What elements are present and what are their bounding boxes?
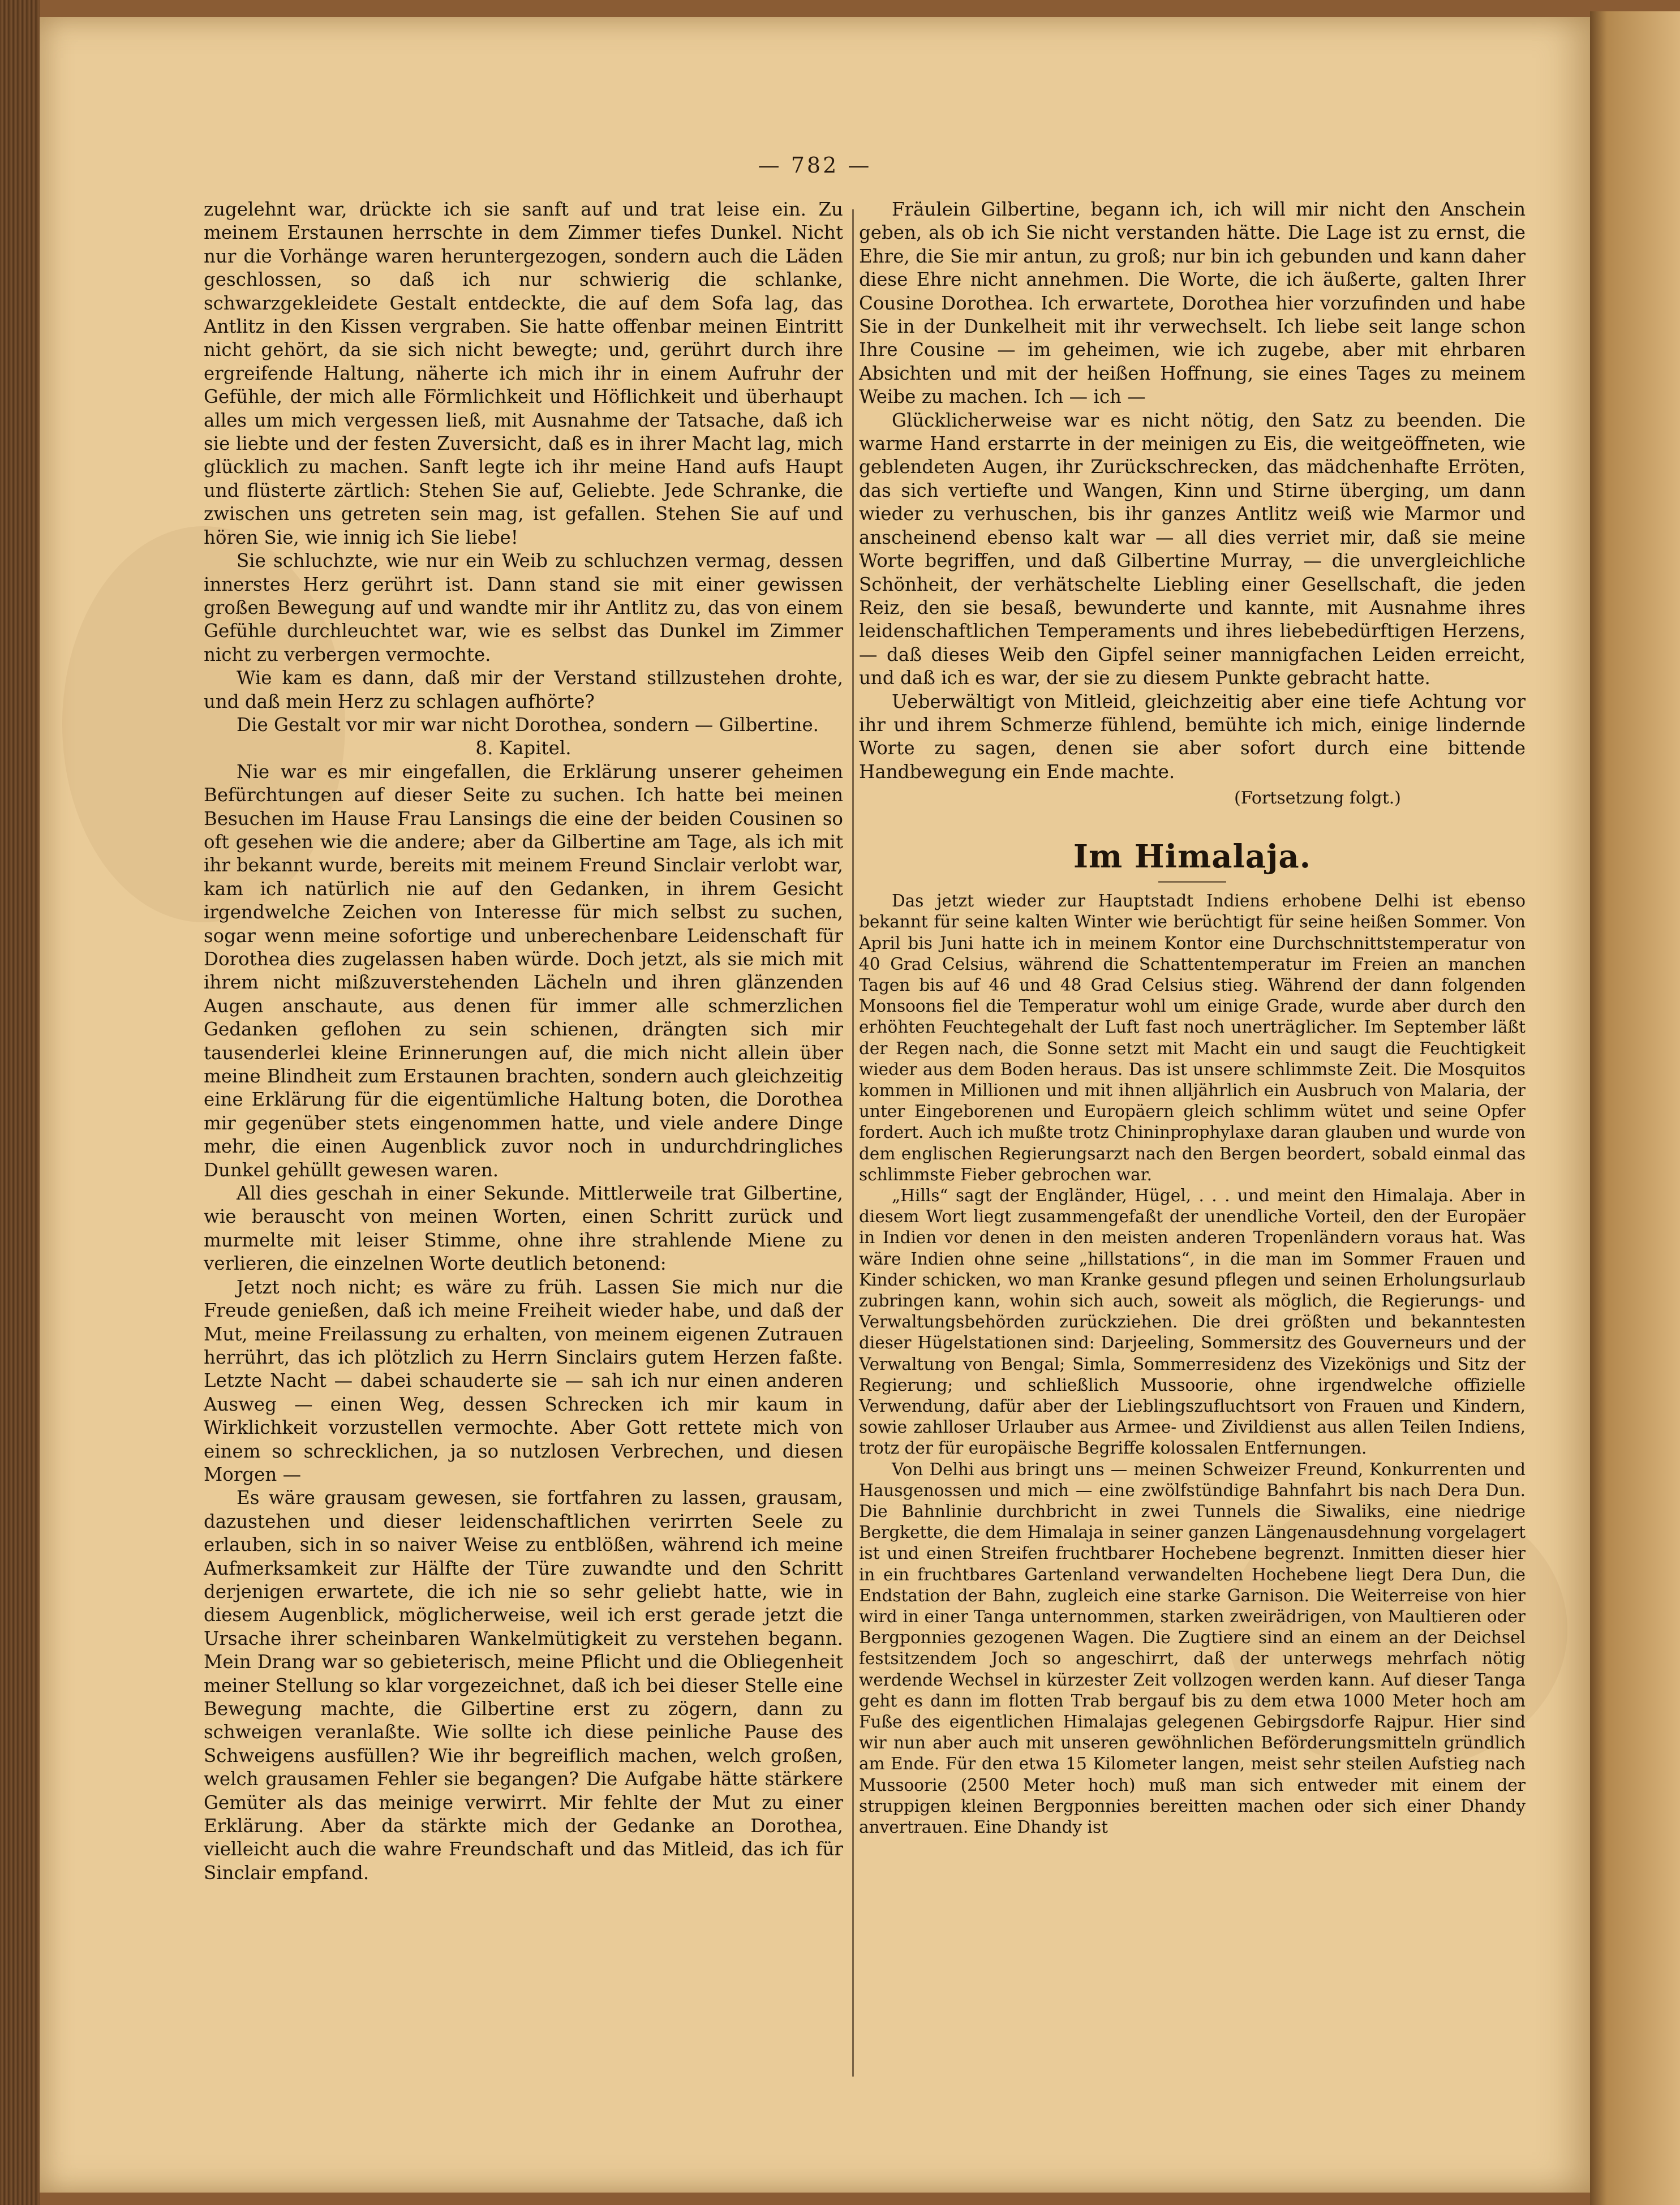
column-rule — [852, 209, 854, 2077]
novel-paragraph: Fräulein Gilbertine, begann ich, ich will mir nicht den Anschein geben, als ob ich Sie nicht verstanden hätte. Die Lage ist zu ernst, die Ehre, die Sie mir antun, zu groß; nur bin ich gebunden und kann daher diese Ehre nicht annehmen. Die Worte, die ich äußerte, galten Ihrer Cousine Dorothea. Ich erwartete, Dorothea hier vorzufinden und habe Sie in der Dunkelheit mit ihr verwechselt. Ich liebe seit lange schon Ihre Cousine — im geheimen, wie ich zugebe, aber mit ehrbaren Absichten und mit der heißen Hoffnung, sie eines Tages zu meinem Weibe zu machen. Ich — ich — — [859, 199, 1526, 408]
title-divider — [1158, 881, 1226, 883]
page-number: — 782 — — [758, 153, 872, 178]
novel-paragraph: Es wäre grausam gewesen, sie fortfahren zu lassen, grausam, dazustehen und dieser leidenschaftlichen verirrten Seele zu erlauben, sich in so naiver Weise zu entblößen, während ich meine Aufmerksamkeit zur Hälfte der Türe zuwandte und den Schritt derjenigen erwartete, die ich nie so sehr geliebt hatte, wie in diesem Augenblick, möglicherweise, weil ich erst gerade jetzt die Ursache ihrer scheinbaren Wankelmütigkeit zu verstehen begann. Mein Drang war so gebieterisch, meine Pflicht und die Obliegenheit meiner Stellung so klar vorgezeichnet, daß ich bei dieser Stelle eine Bewegung machte, die Gilbertine erst zu zögern, dann zu schweigen veranlaßte. Wie sollte ich diese peinliche Pause des Schweigens ausfüllen? Wie ihr begreiflich machen, welch großen, welch grausamen Fehler sie begangen? Die Aufgabe hätte stärkere Gemüter als das meinige verwirrt. Mir fehlte der Mut zu einer Erklärung. Aber da stärkte mich der Gedanke an Dorothea, vielleicht auch die wahre Freundschaft und das Mitleid, das ich für Sinclair empfand. — [204, 1487, 843, 1884]
novel-paragraph: All dies geschah in einer Sekunde. Mittlerweile trat Gilbertine, wie berauscht von meinen Worten, einen Schritt zurück und murmelte mit leiser Stimme, ohne ihre strahlende Miene zu verlieren, die einzelnen Worte deutlich betonend: — [204, 1183, 843, 1275]
novel-paragraph: Sie schluchzte, wie nur ein Weib zu schluchzen vermag, dessen innerstes Herz gerührt ist. Dann stand sie mit einer gewissen großen Bewegung auf und wandte mir ihr Antlitz zu, das von einem Gefühle durchleuchtet war, wie es selbst das Dunkel im Zimmer nicht zu verbergen vermochte. — [204, 550, 843, 665]
article-himalaja — [859, 837, 1526, 1838]
chapter-heading: 8. Kapitel. — [475, 737, 572, 759]
novel-paragraph: Glücklicherweise war es nicht nötig, den Satz zu beenden. Die warme Hand erstarrte in der meinigen zu Eis, die weitgeöffneten, wie geblendeten Augen, ihr Zurückschrecken, das mädchenhafte Erröten, das sich vertiefte und Wangen, Kinn und Stirne überging, um dann wieder zu verhuschen, bis ihr ganzes Antlitz weiß wie Marmor und anscheinend ebenso kalt war — all dies verriet mir, daß sie meine Worte begriffen, und daß Gilbertine Murray, — die unvergleichliche Schönheit, der verhätschelte Liebling einer Gesellschaft, die jeden Reiz, den sie besaß, bewunderte und kannte, mit Ausnahme ihres leidenschaftlichen Temperaments und ihres liebebedürftigen Herzens, — daß dieses Weib den Gipfel seiner mannigfachen Leiden erreicht, und daß ich es war, der sie zu diesem Punkte gebracht hatte. — [859, 409, 1526, 689]
novel-paragraph: Nie war es mir eingefallen, die Erklärung unserer geheimen Befürchtungen auf dieser Seite zu suchen. Ich hatte bei meinen Besuchen im Hause Frau Lansings die eine der beiden Cousinen so oft gesehen wie die andere; aber da Gilbertine am Tage, als ich mit ihr bekannt wurde, bereits mit meinem Freund Sinclair verlobt war, kam ich natürlich nie auf den Gedanken, in ihrem Gesicht irgendwelche Zeichen von Interesse für mich selbst zu suchen, sogar wenn meine sofortige und unberechenbare Leidenschaft für Dorothea dies zugelassen haben würde. Doch jetzt, als sie mich mit ihrem nicht mißzuverstehenden Lächeln und ihren glänzenden Augen anschaute, aus denen für immer alle schmerzlichen Gedanken geflohen zu sein schienen, drängten sich mir tausenderlei kleine Erinnerungen auf, die mich nicht allein über meine Blindheit zum Erstaunen brachten, sondern auch gleichzeitig eine Erklärung für die eigentümliche Haltung boten, die Dorothea mir gegenüber stets eingenommen hatte, und viele andere Dinge mehr, die einen Augenblick zuvor noch in undurchdringliches Dunkel gehüllt gewesen waren. — [204, 760, 843, 1181]
book-edge — [0, 0, 40, 2205]
novel-paragraph: Ueberwältigt von Mitleid, gleichzeitig aber eine tiefe Achtung vor ihr und ihrem Schmerze fühlend, bemühte ich mich, einige lindernde Worte zu sagen, denen sie aber sofort durch eine bittende Handbewegung ein Ende machte. — [859, 690, 1526, 783]
right-column — [859, 198, 1526, 1838]
novel-paragraph: Die Gestalt vor mir war nicht Dorothea, sondern — Gilbertine. — [237, 713, 819, 736]
left-column — [204, 198, 843, 1885]
continuation-note: (Fortsetzung folgt.) — [1234, 788, 1401, 809]
article-title: Im Himalaja. — [1073, 838, 1312, 876]
article-paragraph: Das jetzt wieder zur Hauptstadt Indiens erhobene Delhi ist ebenso bekannt für seine kalten Winter wie berüchtigt für seine heißen Sommer. Von April bis Juni hatte ich in meinem Kontor eine Durchschnittstemperatur von 40 Grad Celsius, während die Schattentemperatur im Freien an manchen Tagen bis auf 46 und 48 Grad Celsius stieg. Während der dann folgenden Monsoons fiel die Temperatur wohl um einige Grade, wurde aber durch den erhöhten Feuchtegehalt der Luft fast noch unerträglicher. Im September läßt der Regen nach, die Sonne setzt mit Macht ein und saugt die Feuchtigkeit wieder aus dem Boden heraus. Das ist unsere schlimmste Zeit. Die Mosquitos kommen in Millionen und mit ihnen alljährlich ein Ausbruch von Malaria, der unter Eingeborenen und Europäern gleich schlimm wütet und seine Opfer fordert. Auch ich mußte trotz Chininprophylaxe daran glauben und wurde von dem englischen Regierungsarzt nach den Bergen beordert, sobald einmal das schlimmste Fieber gebrochen war. — [859, 891, 1526, 1184]
novel-paragraph: Jetzt noch nicht; es wäre zu früh. Lassen Sie mich nur die Freude genießen, daß ich meine Freiheit wieder habe, und daß der Mut, meine Freilassung zu erhalten, von meinem eigenen Zutrauen herrührt, das ich plötzlich zu Herrn Sinclairs gutem Herzen faßte. Letzte Nacht — dabei schauderte sie — sah ich nur einen anderen Ausweg — einen Weg, dessen Schrecken ich mir kaum in Wirklichkeit vorzustellen vermochte. Aber Gott rettete mich von einem so schrecklichen, ja so nutzlosen Verbrechen, und diesen Morgen — — [204, 1276, 843, 1485]
article-paragraph: „Hills“ sagt der Engländer, Hügel, . . . und meint den Himalaja. Aber in diesem Wort liegt zusammengefaßt der unendliche Vorteil, den der Europäer in Indien vor denen in den meisten anderen Tropenländern voraus hat. Was wäre Indien ohne seine „hillstations“, in die man im Sommer Frauen und Kinder schicken, wo man Kranke gesund pflegen und seinen Erholungsurlaub zubringen kann, wohin sich auch, soweit als möglich, die Regierungs- und Verwaltungsbehörden zurückziehen. Die drei größten und bekanntesten dieser Hügelstationen sind: Darjeeling, Sommersitz des Gouverneurs und der Verwaltung von Bengal; Simla, Sommerresidenz des Vizekönigs und Sitz der Regierung; und schließlich Mussoorie, ohne irgendwelche offizielle Verwendung, dafür aber der Lieblingszufluchtsort von Frauen und Kindern, sowie zahlloser Urlauber aus Armee- und Zivildienst aus allen Teilen Indiens, trotz der für europäische Begriffe kolossalen Entfernungen. — [859, 1186, 1526, 1458]
novel-continuation — [859, 198, 1526, 784]
newspaper-page — [40, 17, 1590, 2193]
novel-paragraph: Wie kam es dann, daß mir der Verstand stillzustehen drohte, und daß mein Herz zu schlagen aufhörte? — [204, 667, 843, 712]
article-paragraph: Von Delhi aus bringt uns — meinen Schweizer Freund, Konkurrenten und Hausgenossen und mich — eine zwölfstündige Bahnfahrt bis nach Dera Dun. Die Bahnlinie durchbricht in zwei Tunnels die Siwaliks, eine niedrige Bergkette, die dem Himalaja in seiner ganzen Längenausdehnung vorgelagert ist und einen Streifen fruchtbarer Hochebene begrenzt. Inmitten dieser hier in ein fruchtbares Gartenland verwandelten Hochebene liegt Dera Dun, die Endstation der Bahn, zugleich eine starke Garnison. Die Weiterreise von hier wird in einer Tanga unternommen, starken zweirädrigen, von Maultieren oder Bergponnies gezogenen Wagen. Die Zugtiere sind an einem an der Deichsel festsitzendem Joch so angeschirrt, daß der unterwegs mehrfach nötig werdende Wechsel in kürzester Zeit vollzogen werden kann. Auf dieser Tanga geht es dann im flotten Trab bergauf bis zu dem etwa 1000 Meter hoch am Fuße des eigentlichen Himalajas gelegenen Gebirgsdorfe Rajpur. Hier sind wir nun aber auch mit unseren gewöhnlichen Beförderungsmitteln gründlich am Ende. Für den etwa 15 Kilometer langen, meist sehr steilen Aufstieg nach Mussoorie (2500 Meter hoch) muß man sich entweder mit einem der struppigen kleinen Bergponnies bereitten machen oder sich einer Dhandy anvertrauen. Eine Dhandy ist — [859, 1459, 1526, 1837]
novel-paragraph: zugelehnt war, drückte ich sie sanft auf und trat leise ein. Zu meinem Erstaunen herrschte in dem Zimmer tiefes Dunkel. Nicht nur die Vorhänge waren heruntergezogen, sondern auch die Läden geschlossen, so daß ich nur schwierig die schlanke, schwarzgekleidete Gestalt entdeckte, die auf dem Sofa lag, das Antlitz in den Kissen vergraben. Sie hatte offenbar meinen Eintritt nicht gehört, da sie sich nicht bewegte; und, gerührt durch ihre ergreifende Haltung, näherte ich mich ihr in einem Aufruhr der Gefühle, der mich alle Förmlichkeit und Höflichkeit und überhaupt alles um mich vergessen ließ, mit Ausnahme der Tatsache, daß ich sie liebte und der festen Zuversicht, daß es in ihrer Macht lag, mich glücklich zu machen. Sanft legte ich ihr meine Hand aufs Haupt und flüsterte zärtlich: Stehen Sie auf, Geliebte. Jede Schranke, die zwischen uns getreten sein mag, ist gefallen. Stehen Sie auf und hören Sie, wie innig ich Sie liebe! — [204, 199, 843, 548]
adjacent-page-edge — [1590, 11, 1680, 2205]
